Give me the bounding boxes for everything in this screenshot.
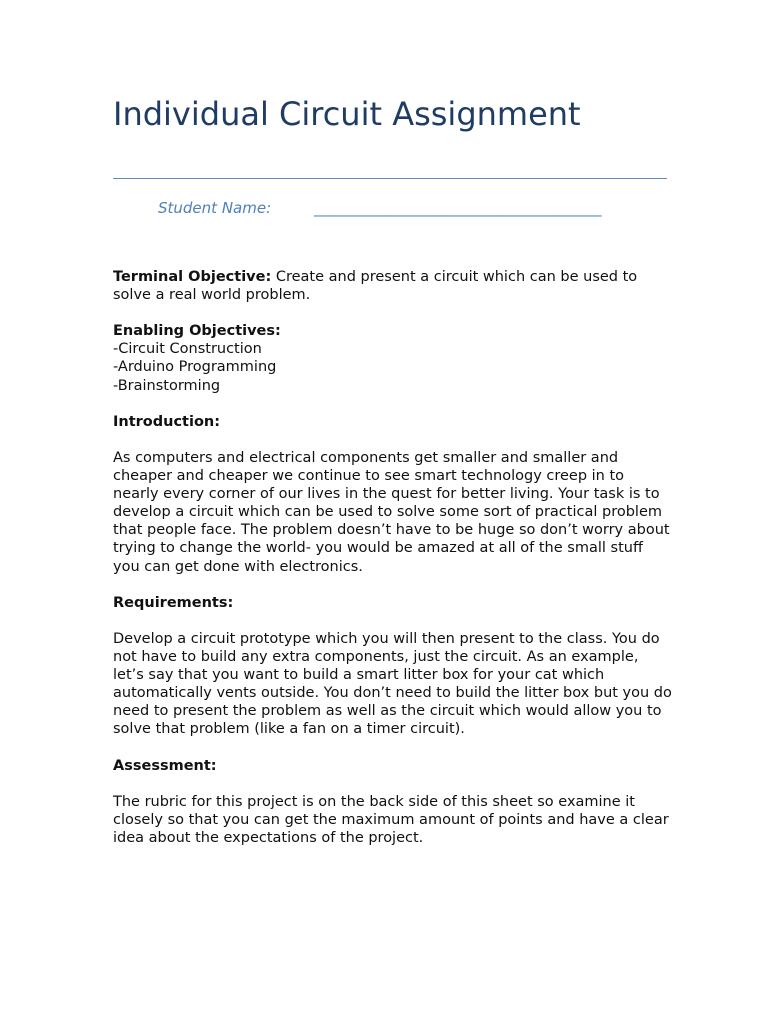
assessment-text: The rubric for this project is on the back side of this sheet so examine it closely so that you can get the maximum amount of points and have a clear idea about the expectations of the project.: [113, 793, 669, 846]
terminal-objective-heading: Terminal Objective:: [113, 269, 272, 285]
introduction-heading: Introduction:: [113, 413, 221, 430]
introduction-text: As computers and electrical components get smaller and smaller and cheaper and cheaper we continue to see smart technology creep in to nearly every corner of our lives in the quest for better living. Your task is to develop a circuit which can be used to solve some sort of practical problem that people face. The problem doesn’t have to be huge so don’t worry about trying to change the world- you would be amazed at all of the small stuff you can get done with electronics.: [113, 449, 670, 575]
terminal-objective-paragraph: [113, 268, 673, 304]
student-name-blank: _________________________________________: [314, 199, 601, 217]
student-name-label: Student Name:: [158, 199, 272, 217]
student-name-row: [158, 198, 658, 220]
assessment-heading: Assessment:: [113, 757, 217, 774]
enabling-objective-item: -Arduino Programming: [113, 359, 277, 376]
terminal-objective-text: Create and present a circuit which can be used to solve a real world problem.: [113, 269, 638, 304]
title-divider: [113, 178, 667, 179]
enabling-objective-item: -Circuit Construction: [113, 341, 262, 358]
document-body: [113, 268, 673, 865]
document-title: Individual Circuit Assignment: [113, 95, 581, 133]
requirements-heading: Requirements:: [113, 594, 234, 611]
enabling-objectives-heading: Enabling Objectives:: [113, 323, 281, 340]
enabling-objective-item: -Brainstorming: [113, 377, 221, 394]
requirements-text: Develop a circuit prototype which you will then present to the class. You do not have to build any extra components, just the circuit. As an example, let’s say that you want to build a smart litter box for your cat which automatically vents outside. You don’t need to build the litter box but you do need to present the problem as well as the circuit which would allow you to solve that problem (like a fan on a timer circuit).: [113, 630, 672, 738]
